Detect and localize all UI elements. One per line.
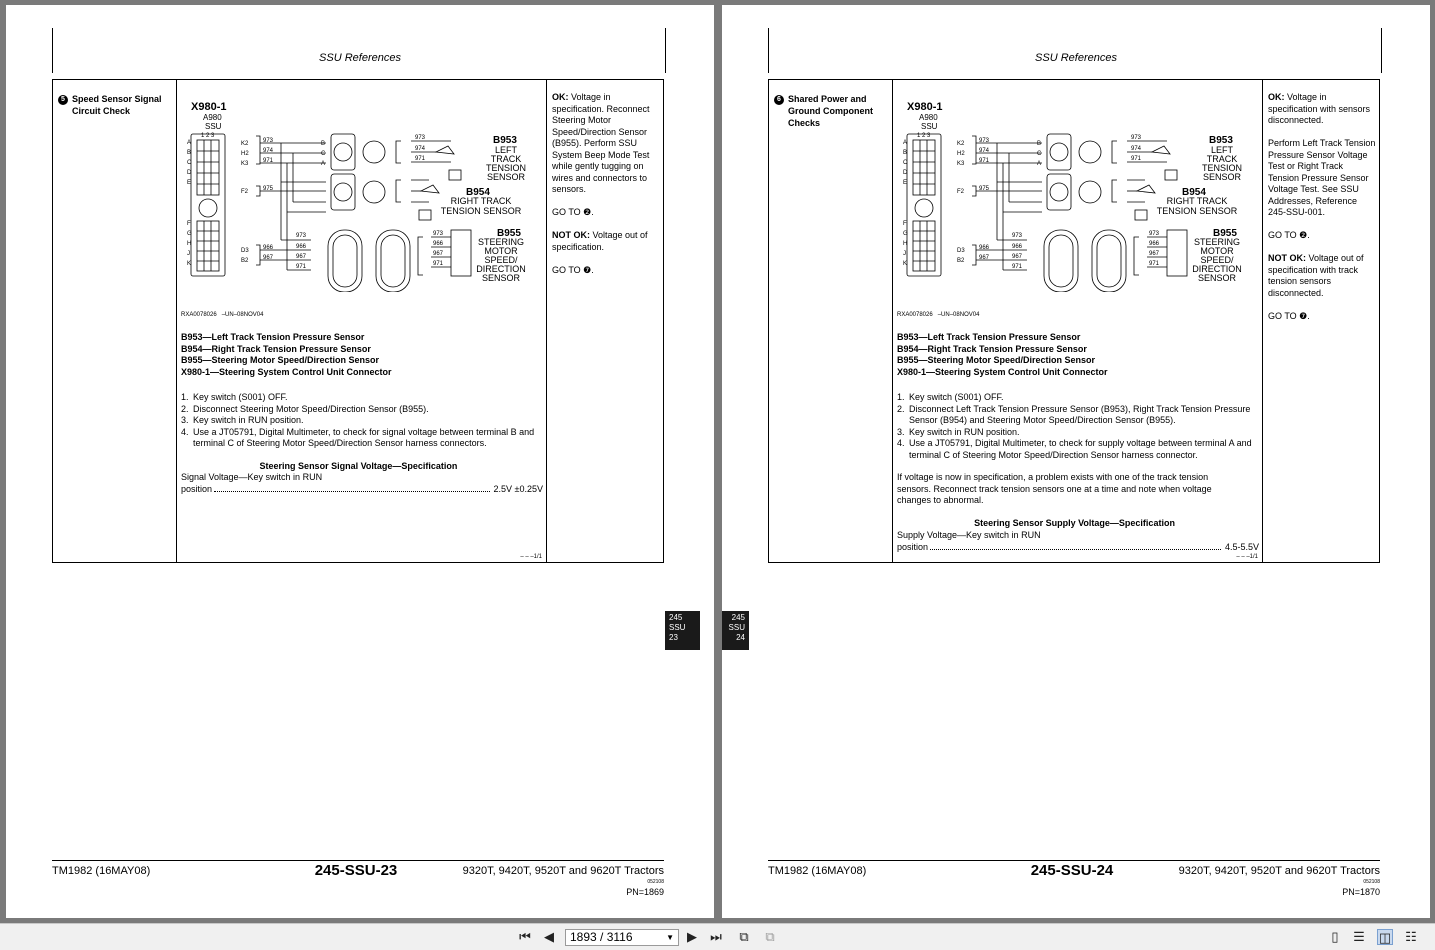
single-page-view-icon[interactable]: ▯: [1331, 929, 1339, 944]
svg-text:966: 966: [433, 241, 444, 247]
sensor3-desc-5: SENSOR: [1197, 273, 1237, 283]
legend-item: B955—Steering Motor Speed/Direction Sensor: [897, 355, 1096, 366]
sensor2-desc-1: RIGHT TRACK: [450, 196, 512, 206]
svg-text:K: K: [187, 261, 192, 267]
figure-date: –UN–08NOV04: [937, 312, 980, 318]
section-tab-left: 245 SSU 23: [665, 611, 700, 650]
svg-text:971: 971: [979, 158, 990, 164]
next-page-icon[interactable]: ▶: [687, 929, 697, 944]
sensor1-desc-1: LEFT: [1210, 145, 1234, 155]
step-heading: [774, 92, 890, 129]
procedure-step: 1. Key switch (S001) OFF.: [181, 392, 288, 402]
svg-text:966: 966: [1149, 241, 1160, 247]
sensor1-id: B953: [493, 135, 517, 146]
svg-text:A: A: [321, 161, 326, 167]
svg-text:A: A: [187, 140, 192, 146]
footer-code: 052108: [647, 879, 664, 885]
not-ok-result: NOT OK: Voltage out of specification.: [552, 230, 648, 252]
svg-text:K2: K2: [957, 141, 965, 147]
procedure-step: 3. Key switch in RUN position.: [897, 426, 1020, 437]
footer-page-number: 245-SSU-23: [314, 862, 398, 879]
svg-text:F: F: [187, 221, 191, 227]
sensor1-desc-4: SENSOR: [486, 172, 526, 182]
content-table: [52, 79, 664, 563]
svg-text:E: E: [187, 180, 192, 186]
procedure-step: 2. Disconnect Left Track Tension Pressure Sensor (B953), Right Track Tension Pressure Sensor (B954) and Steering Motor Speed/Direction Sensor (B955).: [897, 403, 1251, 425]
spec-label-cont: position: [897, 541, 929, 552]
svg-text:J: J: [187, 251, 190, 257]
step-number: 5: [58, 95, 68, 105]
sensor3-desc-4: DIRECTION: [476, 264, 526, 274]
connector-id: X980-1: [907, 101, 943, 113]
page-indicator: 1893 / 3116: [570, 930, 633, 944]
svg-text:974: 974: [263, 148, 274, 154]
svg-text:B: B: [321, 141, 326, 147]
step-number: 6: [774, 95, 784, 105]
header-frame: [768, 28, 1382, 73]
legend: [181, 332, 392, 378]
continuous-view-icon[interactable]: ☰: [1353, 929, 1365, 944]
svg-text:971: 971: [1012, 264, 1023, 270]
header-title: SSU References: [1035, 52, 1117, 64]
figure-id: RXA0078026: [897, 312, 933, 318]
svg-text:973: 973: [1149, 231, 1160, 237]
wiring-diagram: [897, 92, 1257, 292]
svg-text:K2: K2: [241, 141, 249, 147]
sensor3-desc-3: SPEED/: [484, 255, 518, 265]
spec-value: 2.5V ±0.25V: [493, 483, 543, 494]
svg-text:F: F: [903, 221, 907, 227]
svg-text:971: 971: [296, 264, 307, 270]
continuous-facing-view-icon[interactable]: ☷: [1405, 929, 1417, 944]
svg-text:974: 974: [979, 148, 990, 154]
connector-id: X980-1: [191, 101, 227, 113]
ok-result-detail: Perform Left Track Tension Pressure Sensor Voltage Test or Right Track Tension Pressure Sensor Voltage Test. See SSU Addresses, Reference 245-SSU-001.: [1268, 138, 1376, 217]
sensor2-desc-2: TENSION SENSOR: [1156, 206, 1238, 216]
sensor3-desc-2: MOTOR: [1200, 246, 1234, 256]
svg-text:K: K: [903, 261, 908, 267]
document-page-right: [722, 5, 1430, 918]
goto-link[interactable]: GO TO ❷.: [1268, 230, 1310, 240]
result-column: [546, 80, 663, 562]
svg-text:973: 973: [1131, 135, 1142, 141]
sensor3-desc-5: SENSOR: [481, 273, 521, 283]
legend-item: B954—Right Track Tension Pressure Sensor: [181, 343, 371, 354]
svg-text:C: C: [187, 160, 192, 166]
spec-block: [181, 472, 543, 495]
goto-link[interactable]: GO TO ❼.: [1268, 310, 1310, 321]
footer-model: 9320T, 9420T, 9520T and 9620T Tractors: [462, 865, 664, 877]
sensor3-id: B955: [497, 228, 521, 239]
svg-text:H2: H2: [241, 151, 249, 157]
first-page-icon[interactable]: ⏮: [519, 929, 531, 944]
go-back-icon[interactable]: ⧉: [739, 929, 749, 944]
footer-manual-id: TM1982 (16MAY08): [52, 865, 151, 877]
svg-text:973: 973: [415, 135, 426, 141]
svg-text:K3: K3: [957, 161, 965, 167]
legend-item: B953—Left Track Tension Pressure Sensor: [897, 332, 1081, 342]
step-title: Shared Power and Ground Component Checks: [788, 94, 873, 128]
spec-label-cont: position: [181, 483, 213, 494]
svg-text:D3: D3: [241, 248, 249, 254]
content-table: [768, 79, 1380, 563]
legend-item: B953—Left Track Tension Pressure Sensor: [181, 332, 365, 342]
sensor1-desc-2: TRACK: [1206, 154, 1238, 164]
svg-text:H2: H2: [957, 151, 965, 157]
svg-text:975: 975: [979, 186, 990, 192]
goto-link[interactable]: GO TO ❷.: [552, 207, 594, 217]
sensor1-desc-3: TENSION: [1201, 163, 1243, 173]
svg-text:967: 967: [296, 254, 307, 260]
procedure-steps: [181, 392, 536, 450]
header-title: SSU References: [319, 52, 401, 64]
ok-result: OK: Voltage in specification. Reconnect Steering Motor Speed/Direction Sensor (B955). Perform SSU System Beep Mode Test while gently tugging on wires and connectors to sensors.: [552, 92, 650, 194]
step-title: Speed Sensor Signal Circuit Check: [72, 94, 162, 116]
svg-text:B: B: [903, 150, 908, 156]
svg-text:974: 974: [1131, 146, 1142, 152]
sensor1-desc-2: TRACK: [490, 154, 522, 164]
svg-text:F2: F2: [241, 189, 249, 195]
svg-text:967: 967: [1012, 254, 1023, 260]
svg-text:B2: B2: [241, 258, 249, 264]
svg-text:971: 971: [1149, 261, 1160, 267]
result-column: [1262, 80, 1379, 562]
svg-text:J: J: [903, 251, 906, 257]
svg-text:973: 973: [1012, 233, 1023, 239]
spec-block: [897, 530, 1259, 553]
procedure-step: 2. Disconnect Steering Motor Speed/Direction Sensor (B955).: [181, 403, 429, 414]
legend: [897, 332, 1108, 378]
last-page-icon[interactable]: ⏭: [710, 929, 722, 944]
page-number-input[interactable]: [565, 929, 679, 946]
viewer-toolbar: [0, 923, 1435, 950]
footer-pn: PN=1869: [626, 887, 664, 897]
svg-text:975: 975: [263, 186, 274, 192]
goto-link[interactable]: GO TO ❼.: [552, 264, 594, 275]
sensor1-desc-3: TENSION: [485, 163, 527, 173]
figure-reference: [897, 312, 979, 318]
svg-text:971: 971: [263, 158, 274, 164]
svg-text:1 2 3: 1 2 3: [917, 133, 931, 139]
figure-id: RXA0078026: [181, 312, 217, 318]
spec-title: Steering Sensor Signal Voltage—Specification: [259, 461, 458, 471]
spec-value: 4.5-5.5V: [1224, 541, 1259, 552]
svg-text:966: 966: [263, 245, 274, 251]
svg-text:973: 973: [263, 138, 274, 144]
sensor3-id: B955: [1213, 228, 1237, 239]
connector-sub1: A980: [919, 113, 938, 122]
footer-page-number: 245-SSU-24: [1030, 862, 1114, 879]
document-page-left: [6, 5, 714, 918]
step-heading: [58, 92, 174, 117]
svg-text:A: A: [903, 140, 908, 146]
legend-item: B954—Right Track Tension Pressure Sensor: [897, 343, 1087, 354]
figure-date: –UN–08NOV04: [221, 312, 264, 318]
footer-manual-id: TM1982 (16MAY08): [768, 865, 867, 877]
end-mark: – – –1/1: [1236, 554, 1258, 560]
svg-text:B: B: [187, 150, 192, 156]
sensor3-desc-1: STEERING: [1193, 237, 1241, 247]
svg-text:A: A: [1037, 161, 1042, 167]
svg-text:966: 966: [979, 245, 990, 251]
footer-code: 052108: [1363, 879, 1380, 885]
sensor2-desc-2: TENSION SENSOR: [440, 206, 522, 216]
header-frame: [52, 28, 666, 73]
legend-item: X980-1—Steering System Control Unit Connector: [897, 366, 1108, 377]
procedure-step: 4. Use a JT05791, Digital Multimeter, to check for signal voltage between terminal B and terminal C of Steering Motor Speed/Direction Sensor harness connectors.: [181, 426, 535, 448]
procedure-step: 1. Key switch (S001) OFF.: [897, 392, 1004, 402]
legend-item: X980-1—Steering System Control Unit Connector: [181, 366, 392, 377]
svg-text:967: 967: [263, 255, 274, 261]
svg-text:966: 966: [1012, 244, 1023, 250]
svg-text:973: 973: [296, 233, 307, 239]
svg-text:967: 967: [1149, 251, 1160, 257]
svg-text:971: 971: [433, 261, 444, 267]
spec-label: Signal Voltage—Key switch in RUN: [181, 472, 323, 482]
procedure-steps: [897, 392, 1252, 461]
svg-text:973: 973: [979, 138, 990, 144]
svg-text:1 2 3: 1 2 3: [201, 133, 215, 139]
svg-text:967: 967: [433, 251, 444, 257]
note-paragraph: If voltage is now in specification, a problem exists with one of the track tension sensors. Reconnect track tension sensors one at a time and note when voltage changes to abnormal.: [897, 472, 1212, 505]
footer-pn: PN=1870: [1342, 887, 1380, 897]
sensor2-desc-1: RIGHT TRACK: [1166, 196, 1228, 206]
spec-label: Supply Voltage—Key switch in RUN: [897, 530, 1041, 540]
sensor2-id: B954: [466, 187, 490, 198]
end-mark: – – –1/1: [520, 554, 542, 560]
svg-text:G: G: [903, 231, 908, 237]
svg-text:971: 971: [1131, 156, 1142, 162]
step-column: [53, 80, 177, 562]
spec-title: Steering Sensor Supply Voltage—Specification: [974, 518, 1175, 528]
wiring-diagram: [181, 92, 541, 292]
not-ok-result: NOT OK: Voltage out of specification with track tension sensors disconnected.: [1268, 253, 1364, 298]
procedure-step: 3. Key switch in RUN position.: [181, 415, 304, 425]
footer-model: 9320T, 9420T, 9520T and 9620T Tractors: [1178, 865, 1380, 877]
svg-text:K3: K3: [241, 161, 249, 167]
svg-text:973: 973: [433, 231, 444, 237]
svg-text:B2: B2: [957, 258, 965, 264]
chevron-down-icon[interactable]: ▼: [666, 933, 674, 942]
sensor3-desc-3: SPEED/: [1200, 255, 1234, 265]
svg-text:D3: D3: [957, 248, 965, 254]
svg-text:D: D: [187, 170, 192, 176]
sensor1-id: B953: [1209, 135, 1233, 146]
svg-text:H: H: [187, 241, 192, 247]
svg-text:967: 967: [979, 255, 990, 261]
svg-text:966: 966: [296, 244, 307, 250]
go-forward-icon[interactable]: ⧉: [765, 929, 775, 944]
sensor1-desc-1: LEFT: [494, 145, 518, 155]
connector-sub2: SSU: [921, 122, 938, 131]
ok-result: OK: Voltage in specification with sensors disconnected.: [1268, 92, 1371, 125]
sensor3-desc-4: DIRECTION: [1192, 264, 1242, 274]
svg-text:B: B: [1037, 141, 1042, 147]
prev-page-icon[interactable]: ◀: [544, 929, 554, 944]
connector-sub1: A980: [203, 113, 222, 122]
svg-text:F2: F2: [957, 189, 965, 195]
svg-text:971: 971: [415, 156, 426, 162]
connector-sub2: SSU: [205, 122, 222, 131]
svg-text:D: D: [903, 170, 908, 176]
section-tab-right: 245 SSU 24: [722, 611, 749, 650]
facing-view-icon[interactable]: ◫: [1378, 930, 1392, 945]
sensor2-id: B954: [1182, 187, 1206, 198]
sensor1-desc-4: SENSOR: [1202, 172, 1242, 182]
svg-text:C: C: [321, 151, 326, 157]
procedure-step: 4. Use a JT05791, Digital Multimeter, to check for supply voltage between terminal A and terminal C of Steering Motor Speed/Direction Sensor harness connector.: [897, 438, 1252, 460]
svg-text:974: 974: [415, 146, 426, 152]
figure-reference: [181, 312, 263, 318]
sensor3-desc-1: STEERING: [477, 237, 525, 247]
svg-text:C: C: [903, 160, 908, 166]
svg-text:E: E: [903, 180, 908, 186]
svg-text:C: C: [1037, 151, 1042, 157]
sensor3-desc-2: MOTOR: [484, 246, 518, 256]
svg-text:H: H: [903, 241, 908, 247]
step-column: [769, 80, 893, 562]
legend-item: B955—Steering Motor Speed/Direction Sensor: [181, 355, 380, 366]
svg-text:G: G: [187, 231, 192, 237]
